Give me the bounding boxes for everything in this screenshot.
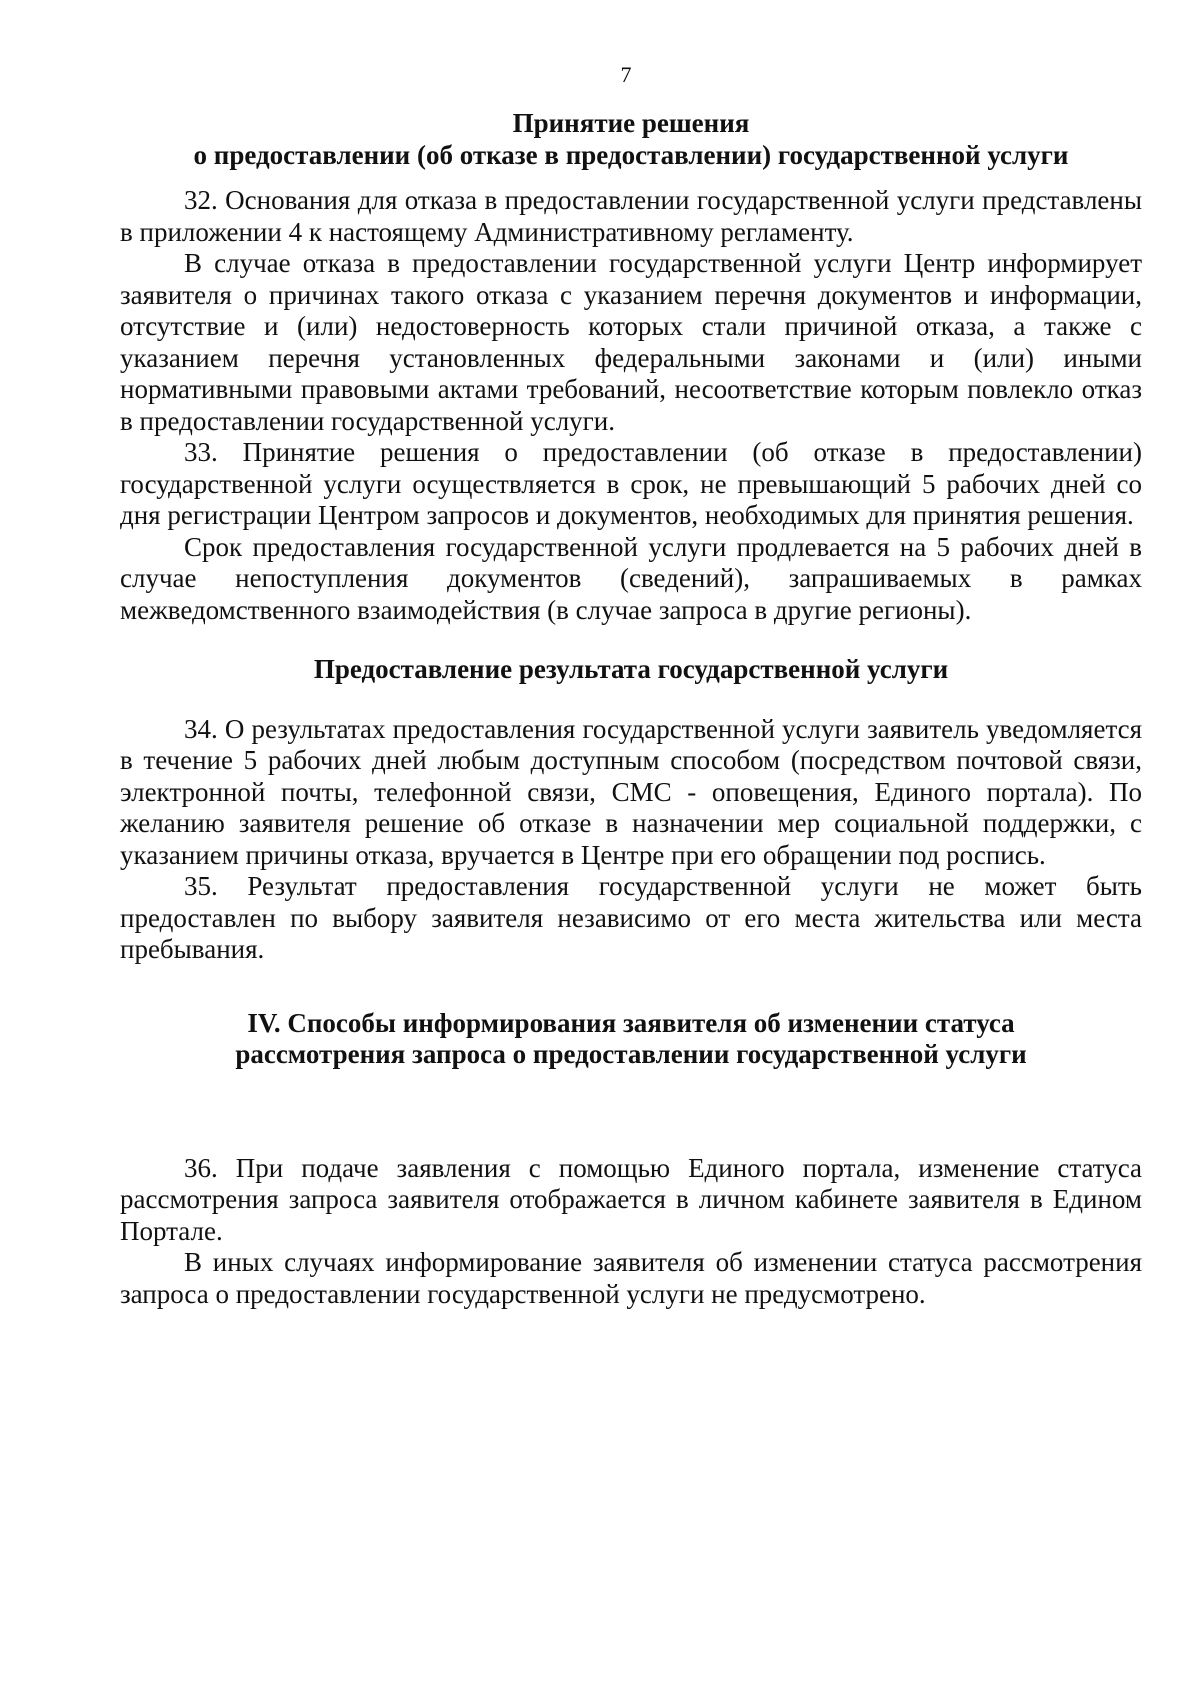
heading-line: Предоставление результата государственной услуги [313,654,949,684]
heading-line: IV. Способы информирования заявителя об изменении статуса [247,1007,1015,1038]
paragraph-32: 32. Основания для отказа в предоставлении государственной услуги представлены в приложении 4 к настоящему Административному регламенту. [120,185,1142,247]
paragraph-term-extension: Срок предоставления государственной услуги продлевается на 5 рабочих дней в случае непоступления документов (сведений), запрашиваемых в рамках межведомственного взаимодействия (в случае запроса в другие регионы). [120,531,1142,625]
heading-line: Принятие решения [512,108,750,138]
paragraph-33: 33. Принятие решения о предоставлении (об отказе в предоставлении) государственной услуги осуществляется в срок, не превышающий 5 рабочих дней со дня регистрации Центром запросов и документов, необходимых для принятия решения. [120,437,1142,530]
page-number: 7 [620,62,632,87]
paragraph-34: 34. О результатах предоставления государственной услуги заявитель уведомляется в течение 5 рабочих дней любым доступным способом (посредством почтовой связи, электронной почты, телефонной связи, СМС - оповещения, Единого портала). По желанию заявителя решение об отказе в назначении мер социальной поддержки, с указанием причины отказа, вручается в Центре при его обращении под роспись. [120,713,1142,870]
heading-line: о предоставлении (об отказе в предоставлении) государственной услуги [193,139,1069,170]
section-heading-informing [120,1008,1142,1071]
section-heading-result [120,654,1142,686]
paragraph-refusal-info: В случае отказа в предоставлении государственной услуги Центр информирует заявителя о причинах такого отказа с указанием перечня документов и информации, отсутствие и (или) недостоверность которых стали причиной отказа, а также с указанием перечня установленных федеральными законами и (или) иными нормативными правовыми актами требований, несоответствие которым повлекло отказ в предоставлении государственной услуги. [120,248,1142,436]
document-body [120,108,1142,1310]
paragraph-other-cases: В иных случаях информирование заявителя об изменении статуса рассмотрения запроса о предоставлении государственной услуги не предусмотрено. [120,1247,1142,1309]
heading-line: рассмотрения запроса о предоставлении государственной услуги [235,1039,1027,1069]
paragraph-35: 35. Результат предоставления государственной услуги не может быть предоставлен по выбору заявителя независимо от его места жительства или места пребывания. [120,871,1142,964]
section-heading-decision [120,108,1142,171]
paragraph-36: 36. При подаче заявления с помощью Единого портала, изменение статуса рассмотрения запроса заявителя отображается в личном кабинете заявителя в Едином Портале. [120,1152,1142,1246]
